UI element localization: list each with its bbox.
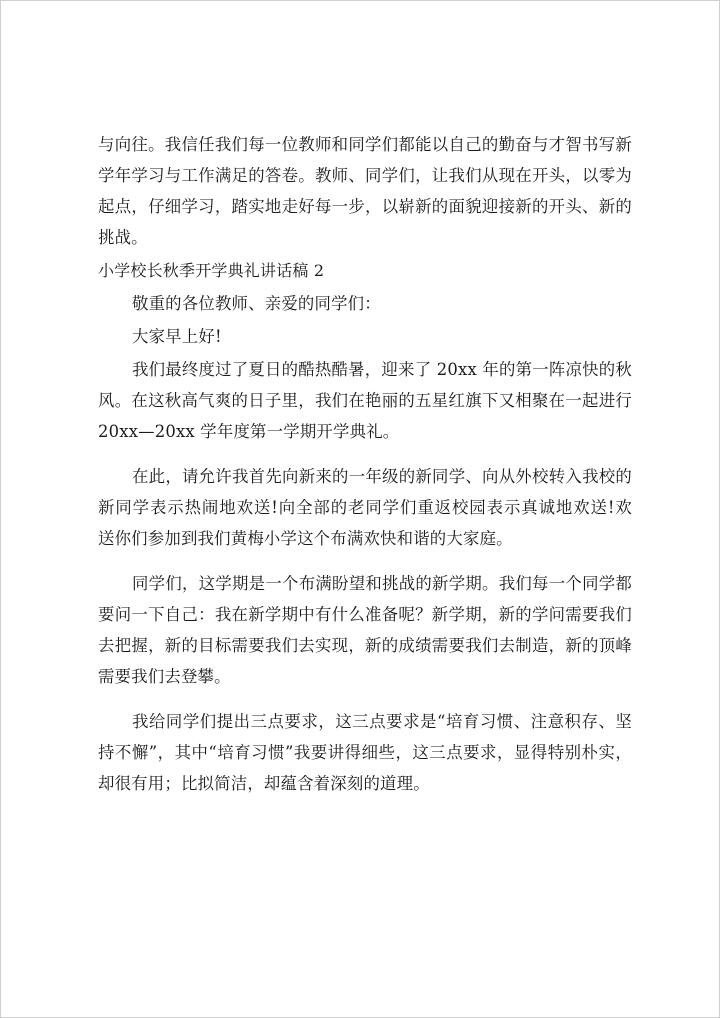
text-line: 却很有用；比拟简洁，却蕴含着深刻的道理。	[98, 774, 430, 793]
text-line: 挑战。	[98, 228, 148, 247]
text-line: 在此，请允许我首先向新来的一年级的新同学、向从外校转入我校的	[132, 467, 632, 486]
text-line: 需要我们去登攀。	[98, 667, 231, 686]
greeting: 大家早上好!	[132, 327, 222, 346]
text-line: 起点，仔细学习，踏实地走好每一步，以崭新的面貌迎接新的开头、新的	[98, 197, 632, 216]
text-line: 同学们，这学期是一个布满盼望和挑战的新学期。我们每一个同学都	[132, 574, 632, 593]
paragraph-1	[98, 354, 632, 447]
continued-paragraph	[98, 129, 632, 253]
text-line: 新同学表示热闹地欢送!向全部的老同学们重返校园表示真诚地欢送!欢	[98, 498, 632, 517]
text-line: 送你们参加到我们黄梅小学这个布满欢快和谐的大家庭。	[98, 529, 513, 548]
text-line: 风。在这秋高气爽的日子里，我们在艳丽的五星红旗下又相聚在一起进行	[98, 391, 632, 410]
text-line: 我们最终度过了夏日的酷热酷暑，迎来了 20xx 年的第一阵凉快的秋	[132, 360, 632, 379]
salutation: 敬重的各位教师、亲爱的同学们：	[132, 294, 381, 313]
section-title: 小学校长秋季开学典礼讲话稿 2	[98, 261, 325, 280]
text-line: 要问一下自己：我在新学期中有什么准备呢？新学期，新的学问需要我们	[98, 605, 632, 624]
text-line: 我给同学们提出三点要求，这三点要求是“培育习惯、注意积存、坚	[132, 712, 632, 731]
text-line: 学年学习与工作满足的答卷。教师、同学们，让我们从现在开头，以零为	[98, 166, 632, 185]
paragraph-2	[98, 461, 632, 554]
document-body	[98, 129, 632, 799]
text-line: 20xx—20xx 学年度第一学期开学典礼。	[98, 422, 400, 441]
text-line: 持不懈”，其中“培育习惯”我要讲得细些，这三点要求，显得特别朴实，	[98, 743, 632, 762]
paragraph-4	[98, 706, 632, 799]
paragraph-3	[98, 568, 632, 692]
text-line: 与向往。我信任我们每一位教师和同学们都能以自己的勤奋与才智书写新	[98, 135, 632, 154]
text-line: 去把握，新的目标需要我们去实现，新的成绩需要我们去制造，新的顶峰	[98, 636, 632, 655]
